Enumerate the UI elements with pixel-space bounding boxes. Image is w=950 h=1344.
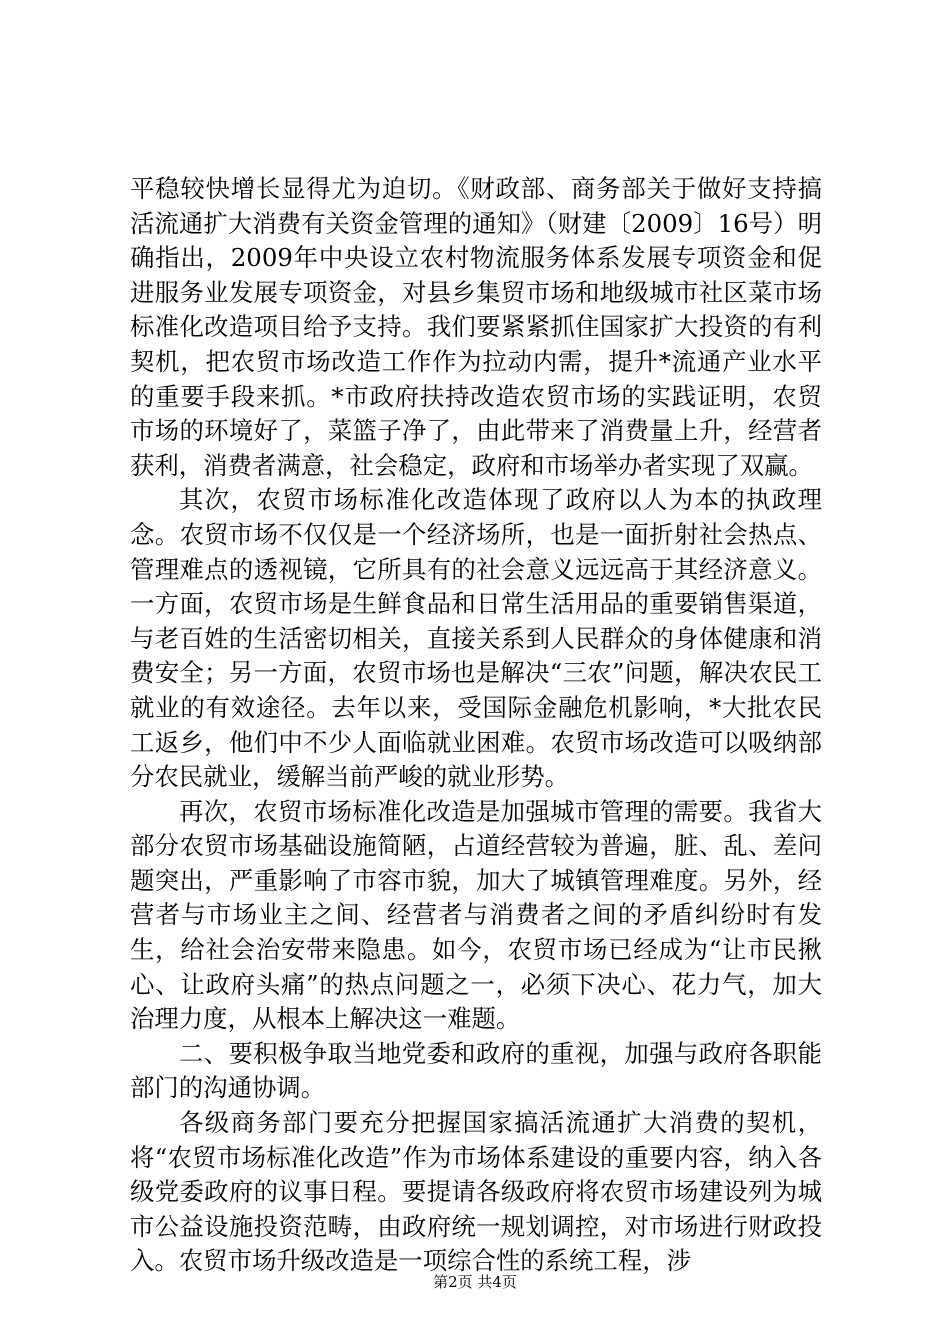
paragraph: 平稳较快增长显得尤为迫切。《财政部、商务部关于做好支持搞活流通扩大消费有关资金管理的通知》（财建〔2009〕16号）明确指出，2009年中央设立农村物流服务体系发展专项资金和促进服务业发展专项资金，对县乡集贸市场和地级城市社区菜市场标准化改造项目给予支持。我们要紧紧抓住国家扩大投资的有利契机，把农贸市场改造工作作为拉动内需，提升*流通产业水平的重要手段来抓。*市政府扶持改造农贸市场的实践证明，农贸市场的环境好了，菜篮子净了，由此带来了消费量上升，经营者获利，消费者满意，社会稳定，政府和市场举办者实现了双赢。 bbox=[130, 174, 822, 480]
document-body bbox=[130, 172, 822, 1279]
paragraph: 再次，农贸市场标准化改造是加强城市管理的需要。我省大部分农贸市场基础设施简陋，占道经营较为普遍，脏、乱、差问题突出，严重影响了市容市貌，加大了城镇管理难度。另外，经营者与市场业主之间、经营者与消费者之间的矛盾纠纷时有发生，给社会治安带来隐患。如今，农贸市场已经成为“让市民揪心、让政府头痛”的热点问题之一，必须下决心、花力气，加大治理力度，从根本上解决这一难题。 bbox=[130, 796, 822, 1034]
section-heading: 二、要积极争取当地党委和政府的重视，加强与政府各职能部门的沟通协调。 bbox=[130, 1038, 822, 1103]
paragraph: 其次，农贸市场标准化改造体现了政府以人为本的执政理念。农贸市场不仅仅是一个经济场所，也是一面折射社会热点、管理难点的透视镜，它所具有的社会意义远远高于其经济意义。一方面，农贸市场是生鲜食品和日常生活用品的重要销售渠道，与老百姓的生活密切相关，直接关系到人民群众的身体健康和消费安全；另一方面，农贸市场也是解决“三农”问题，解决农民工就业的有效途径。去年以来，受国际金融危机影响，*大批农民工返乡，他们中不少人面临就业困难。农贸市场改造可以吸纳部分农民就业，缓解当前严峻的就业形势。 bbox=[130, 485, 822, 792]
paragraph: 各级商务部门要充分把握国家搞活流通扩大消费的契机，将“农贸市场标准化改造”作为市场体系建设的重要内容，纳入各级党委政府的议事日程。要提请各级政府将农贸市场建设列为城市公益设施投资范畴，由政府统一规划调控，对市场进行财政投入。农贸市场升级改造是一项综合性的系统工程，涉 bbox=[130, 1108, 822, 1276]
page-footer: 第2页 共4页 bbox=[433, 1273, 517, 1291]
